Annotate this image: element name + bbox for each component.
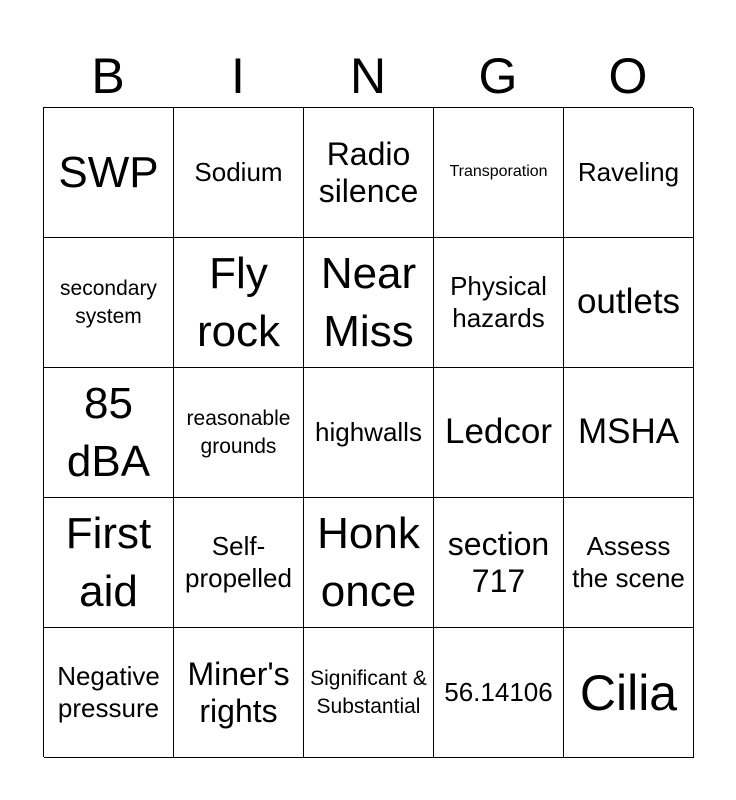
cell-text: SWP — [58, 147, 159, 197]
header-letter-b: B — [91, 48, 125, 104]
bingo-cell[interactable] — [44, 238, 174, 368]
cell-text: outlets — [576, 282, 681, 322]
cell-text: Near Miss — [320, 249, 417, 356]
bingo-cell[interactable] — [564, 368, 694, 498]
header-letter-g: G — [478, 48, 518, 104]
cell-text: Miner's rights — [187, 655, 290, 729]
cell-text: Transporation — [449, 163, 548, 181]
header-letter-o: O — [608, 48, 648, 104]
cell-text: MSHA — [577, 412, 680, 452]
cell-text: Assess the scene — [572, 531, 685, 593]
cell-text: Physical hazards — [450, 271, 547, 333]
cell-text: reasonable grounds — [186, 407, 291, 458]
cell-text: Sodium — [194, 156, 283, 187]
cell-text: section 717 — [447, 525, 550, 599]
cell-text: Honk once — [317, 509, 420, 616]
bingo-cell[interactable] — [434, 368, 564, 498]
cell-text: Cilia — [579, 664, 678, 721]
bingo-cell[interactable] — [174, 108, 304, 238]
bingo-cell[interactable] — [564, 238, 694, 368]
bingo-cell[interactable] — [44, 498, 174, 628]
bingo-cell[interactable] — [44, 108, 174, 238]
bingo-cell[interactable] — [174, 238, 304, 368]
bingo-cell[interactable] — [44, 628, 174, 758]
cell-text: Ledcor — [444, 412, 553, 452]
cell-text: highwalls — [315, 416, 422, 447]
bingo-cell[interactable] — [564, 498, 694, 628]
bingo-cell[interactable] — [304, 628, 434, 758]
cell-text: Fly rock — [196, 249, 281, 356]
bingo-cell[interactable] — [434, 108, 564, 238]
bingo-cell[interactable] — [564, 108, 694, 238]
bingo-cell[interactable] — [174, 498, 304, 628]
bingo-cell[interactable] — [434, 498, 564, 628]
cell-text: Significant & Substantial — [310, 667, 427, 718]
cell-text: 56.14106 — [444, 676, 553, 707]
cell-text: Raveling — [577, 156, 680, 187]
cell-text: Radio silence — [318, 135, 419, 209]
header-letter-i: I — [231, 48, 245, 104]
bingo-cell[interactable] — [434, 628, 564, 758]
bingo-cell[interactable] — [304, 238, 434, 368]
bingo-cell[interactable] — [304, 368, 434, 498]
bingo-header — [43, 44, 693, 108]
cell-text: First aid — [65, 509, 152, 616]
bingo-cell[interactable] — [304, 498, 434, 628]
bingo-cell[interactable] — [434, 238, 564, 368]
bingo-cell[interactable] — [304, 108, 434, 238]
header-letter-n: N — [349, 48, 387, 104]
cell-text: Negative pressure — [57, 661, 160, 723]
bingo-cell[interactable] — [174, 628, 304, 758]
bingo-cell[interactable] — [44, 368, 174, 498]
bingo-board — [43, 107, 693, 757]
cell-text: 85 dBA — [66, 379, 151, 486]
bingo-cell[interactable] — [564, 628, 694, 758]
cell-text: secondary system — [60, 277, 157, 328]
bingo-cell[interactable] — [174, 368, 304, 498]
cell-text: Self-propelled — [185, 531, 292, 593]
